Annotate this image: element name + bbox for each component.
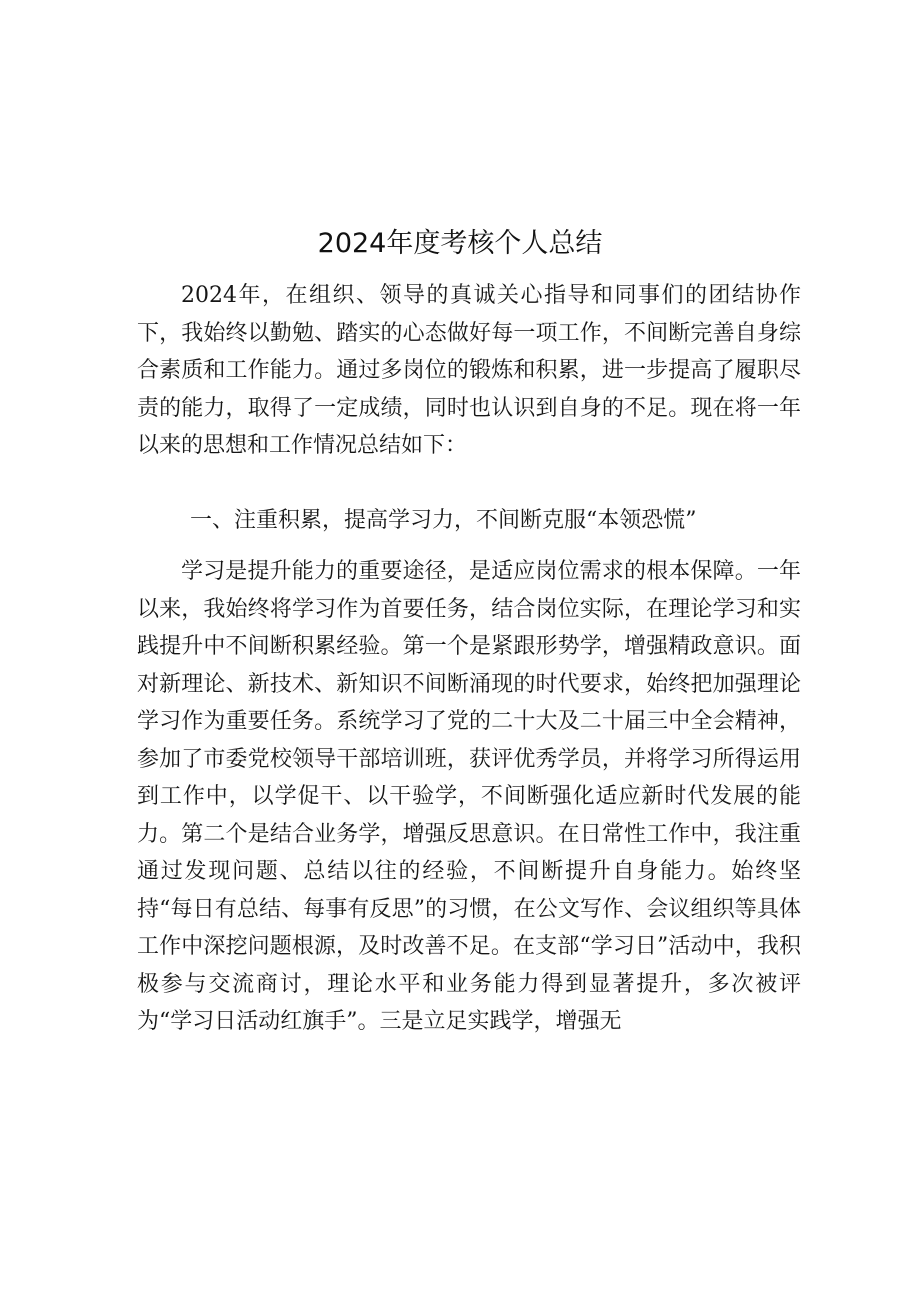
section-paragraph: 学习是提升能力的重要途径，是适应岗位需求的根本保障。一年以来，我始终将学习作为首要任务，结合岗位实际，在理论学习和实践提升中不间断积累经验。第一个是紧跟形势学，增强精政意识。面对新理论、新技术、新知识不间断涌现的时代要求，始终把加强理论学习作为重要任务。系统学习了党的二十大及二十届三中全会精神，参加了市委党校领导干部培训班，获评优秀学员，并将学习所得运用到工作中，以学促干、以干验学，不间断强化适应新时代发展的能力。第二个是结合业务学，增强反思意识。在日常性工作中，我注重通过发现问题、总结以往的经验，不间断提升自身能力。始终坚持“每日有总结、每事有反思”的习惯，在公文写作、会议组织等具体工作中深挖问题根源，及时改善不足。在支部“学习日”活动中，我积极参与交流商讨，理论水平和业务能力得到显著提升，多次被评为“学习日活动红旗手”。三是立足实践学，增强无 [137,559,801,1034]
section-heading: 一、注重积累，提高学习力，不间断克服“本领恐慌” [190,508,697,533]
document-title: 2024年度考核个人总结 [317,228,603,259]
intro-paragraph: 2024年，在组织、领导的真诚关心指导和同事们的团结协作下，我始终以勤勉、踏实的心态做好每一项工作，不间断完善自身综合素质和工作能力。通过多岗位的锻炼和积累，进一步提高了履职尽责的能力，取得了一定成绩，同时也认识到自身的不足。现在将一年以来的思想和工作情况总结如下： [137,283,801,458]
